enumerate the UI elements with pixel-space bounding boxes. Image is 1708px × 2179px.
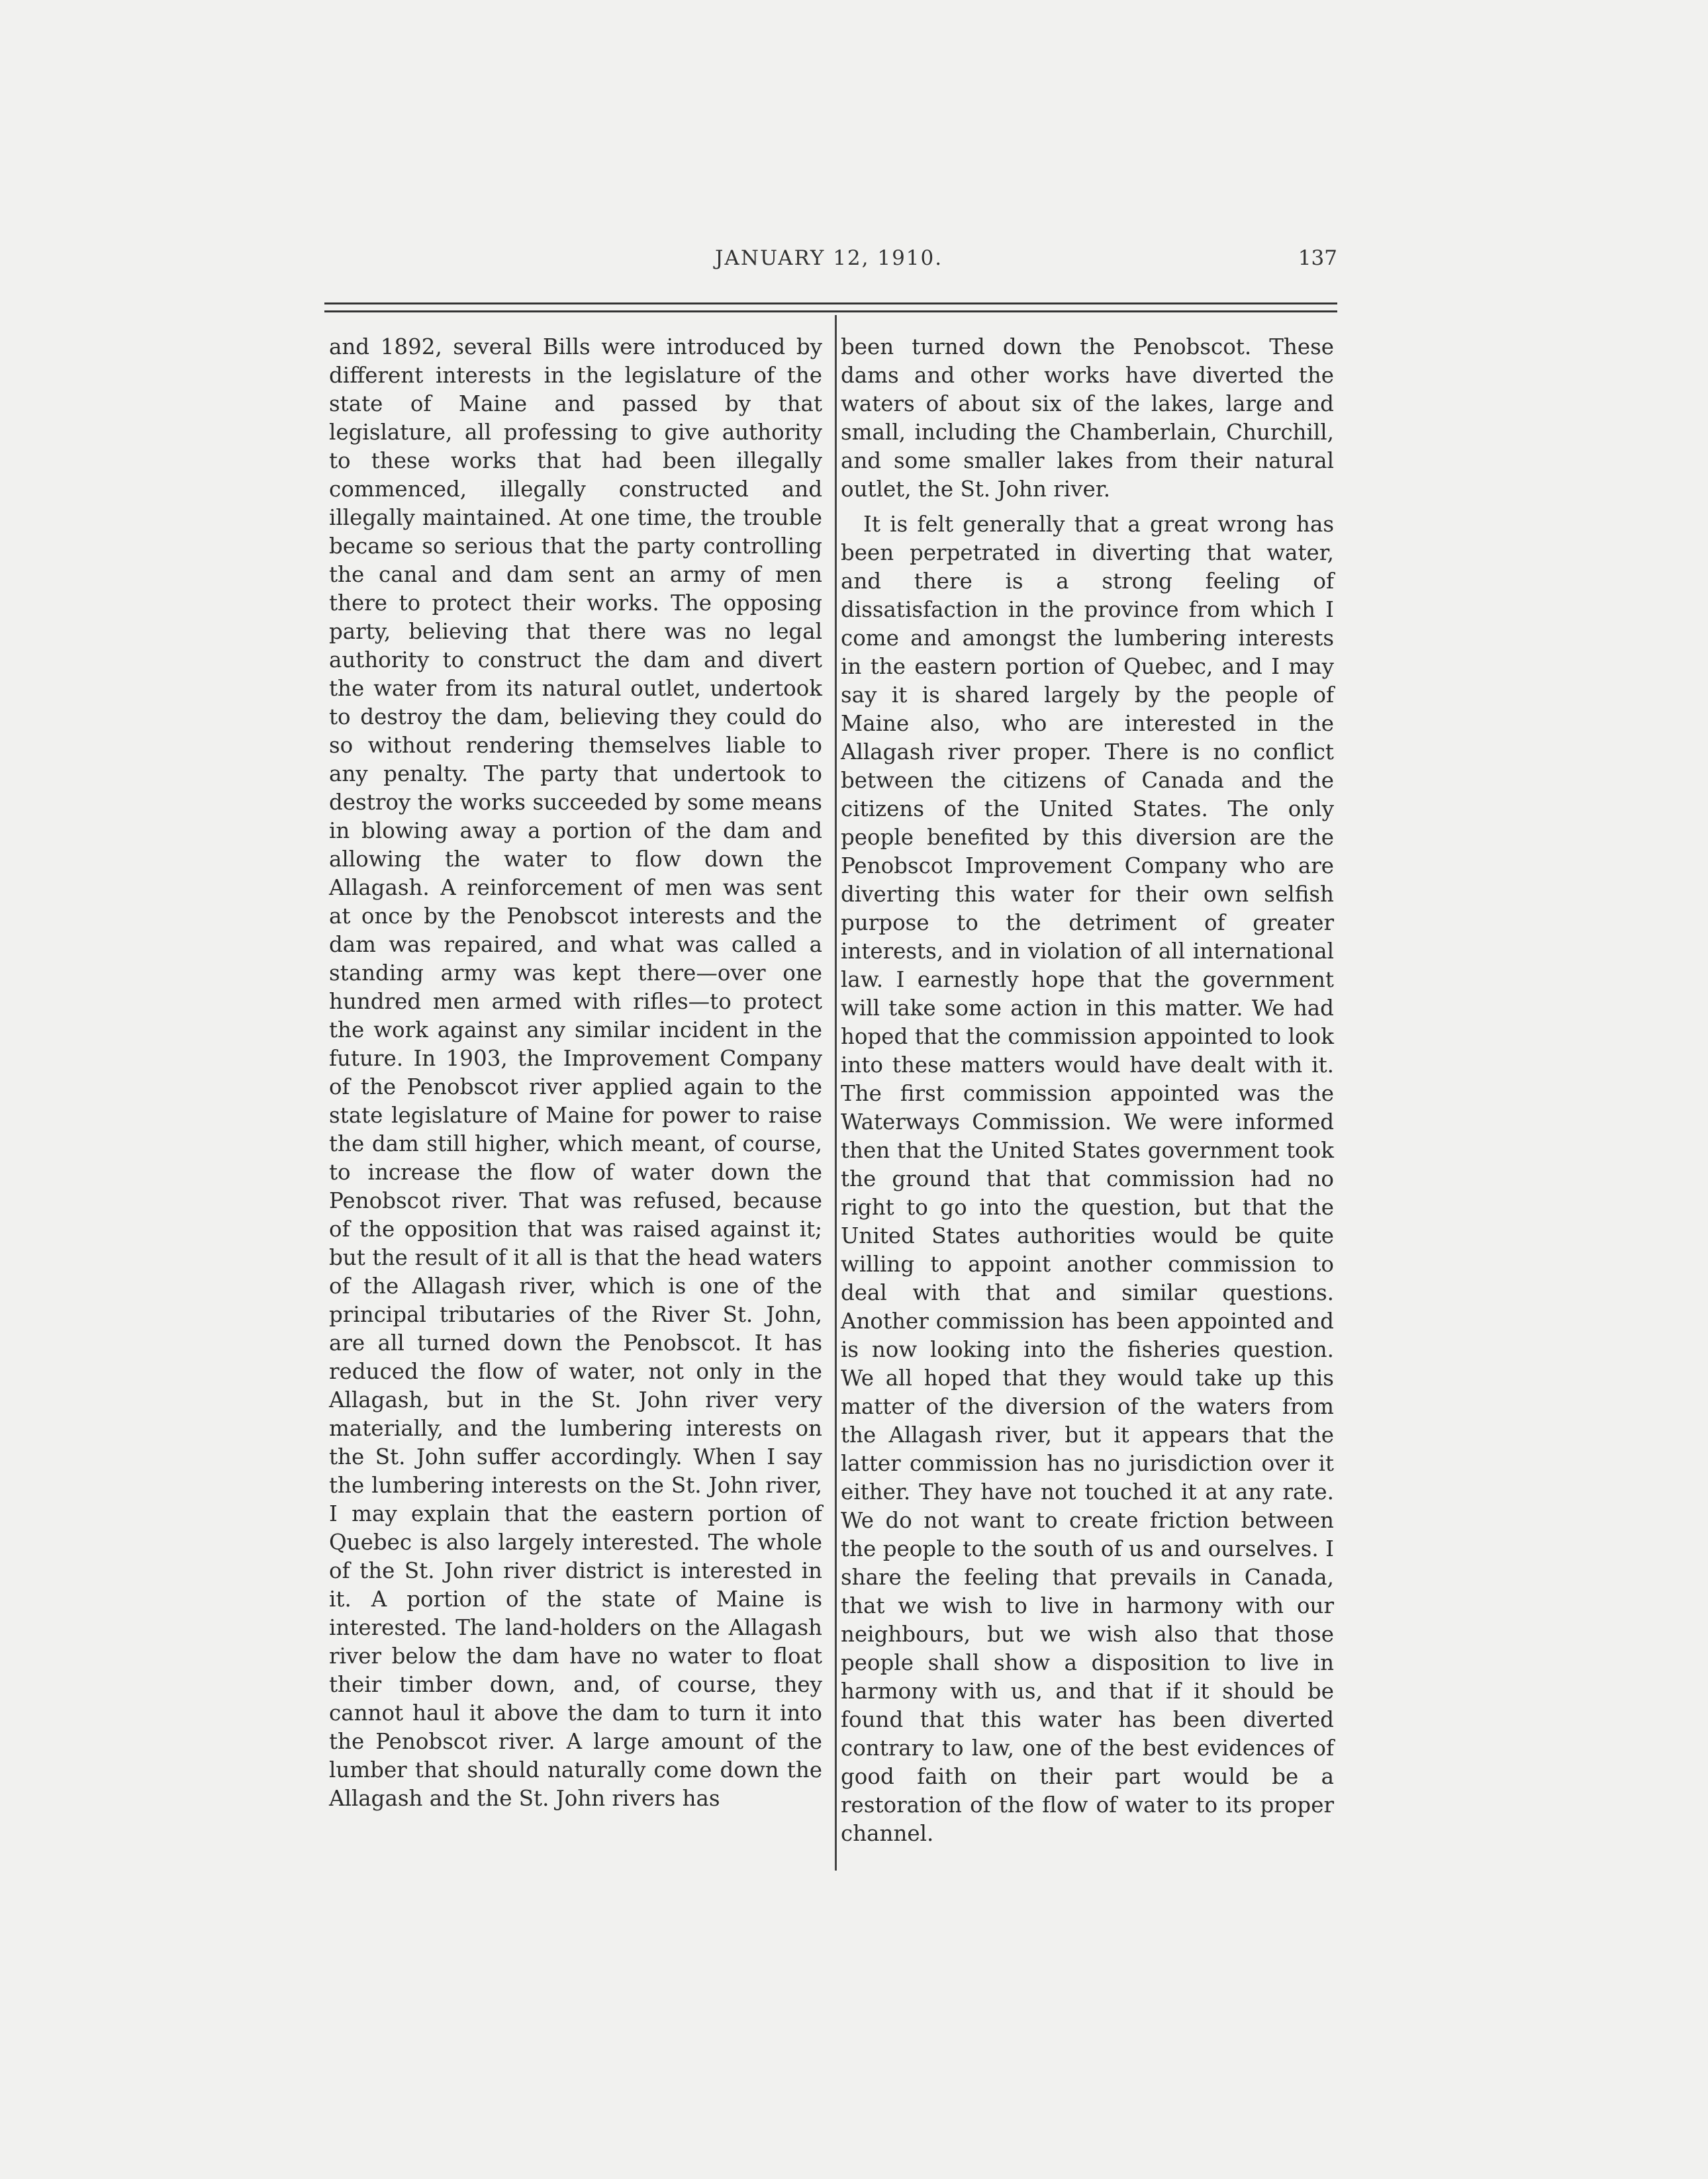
page-header xyxy=(324,246,1337,279)
right-column xyxy=(841,333,1334,1848)
right-paragraph-2: It is felt generally that a great wrong has been perpetrated in diverting that water, and there is a strong feeling of dissatisfaction in the province from which I come and amongst the lumbering interests in the eastern portion of Quebec, and I may say it is shared largely by the people of Maine also, who are interested in the Allagash river proper. There is no conflict between the citizens of Canada and the citizens of the United States. The only people benefited by this diversion are the Penobscot Improvement Company who are diverting this water for their own selfish purpose to the detriment of greater interests, and in violation of all international law. I earnestly hope that the government will take some action in this matter. We had hoped that the commission appointed to look into these matters would have dealt with it. The first commission appointed was the Waterways Commission. We were informed then that the United States government took the ground that that commission had no right to go into the question, but that the United States authorities would be quite willing to appoint another commission to deal with that and similar questions. Another commission has been appointed and is now looking into the fisheries question. We all hoped that they would take up this matter of the diversion of the waters from the Allagash river, but it appears that the latter commission has no jurisdiction over it either. They have not touched it at any rate. We do not want to create friction between the people to the south of us and ourselves. I share the feeling that prevails in Canada, that we wish to live in harmony with our neighbours, but we wish also that those people shall show a disposition to live in harmony with us, and that if it should be found that this water has been diverted contrary to law, one of the best evidences of good faith on their part would be a restoration of the flow of water to its proper channel. xyxy=(841,512,1334,1846)
page-number: 137 xyxy=(1298,246,1337,270)
column-divider xyxy=(835,315,837,1871)
left-column xyxy=(329,333,822,1813)
header-rule-bottom xyxy=(324,310,1337,312)
running-title: JANUARY 12, 1910. xyxy=(715,246,943,270)
left-paragraph-1: and 1892, several Bills were introduced by different interests in the legislature of the state of Maine and passed by that legislature, all professing to give authority to these works that had been illegally commenced, illegally constructed and illegally maintained. At one time, the trouble became so serious that the party controlling the canal and dam sent an army of men there to protect their works. The opposing party, believing that there was no legal authority to construct the dam and divert the water from its natural outlet, undertook to destroy the dam, believing they could do so without rendering themselves liable to any penalty. The party that undertook to destroy the works succeeded by some means in blowing away a portion of the dam and allowing the water to flow down the Allagash. A reinforcement of men was sent at once by the Penobscot interests and the dam was repaired, and what was called a standing army was kept there—over one hundred men armed with rifles—to protect the work against any similar incident in the future. In 1903, the Improvement Company of the Penobscot river applied again to the state legislature of Maine for power to raise the dam still higher, which meant, of course, to increase the flow of water down the Penobscot river. That was refused, because of the opposition that was raised against it; but the result of it all is that the head waters of the Allagash river, which is one of the principal tributaries of the River St. John, are all turned down the Penobscot. It has reduced the flow of water, not only in the Allagash, but in the St. John river very materially, and the lumbering interests on the St. John suffer accordingly. When I say the lumbering interests on the St. John river, I may explain that the eastern portion of Quebec is also largely interested. The whole of the St. John river district is interested in it. A portion of the state of Maine is interested. The land-holders on the Allagash river below the dam have no water to float their timber down, and, of course, they cannot haul it above the dam to turn it into the Penobscot river. A large amount of the lumber that should naturally come down the Allagash and the St. John rivers has xyxy=(329,334,822,1811)
header-rule-top xyxy=(324,302,1337,304)
right-paragraph-1: been turned down the Penobscot. These dams and other works have diverted the waters of about six of the lakes, large and small, including the Chamberlain, Churchill, and some smaller lakes from their natural outlet, the St. John river. xyxy=(841,334,1334,502)
